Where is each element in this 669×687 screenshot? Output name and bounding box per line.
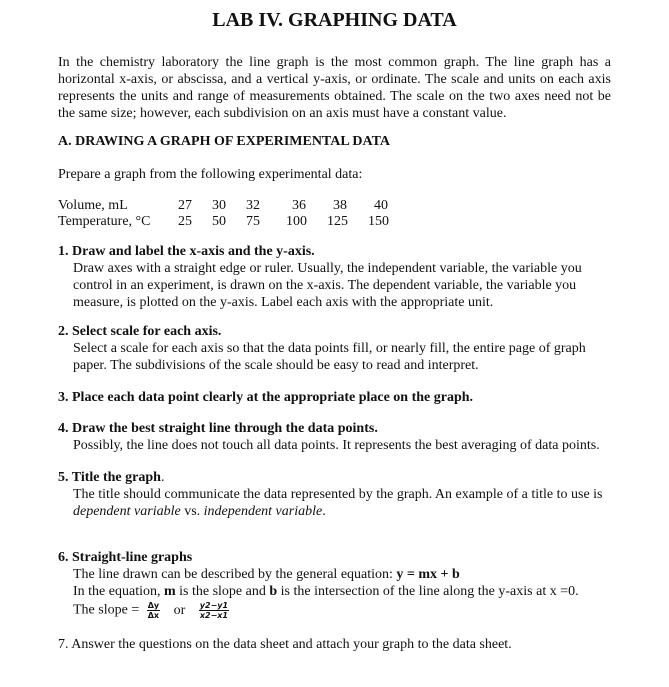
row-label: Temperature, °C	[58, 214, 151, 229]
body-text: The title should communicate the data represented by the graph. An example of a title to use is	[73, 487, 603, 502]
step-6	[58, 549, 611, 620]
step-heading: 5. Title the graph	[58, 470, 161, 485]
page-title: LAB IV. GRAPHING DATA	[212, 9, 457, 31]
table-row	[58, 198, 408, 214]
or-text: or	[173, 602, 186, 618]
step-heading: 4. Draw the best straight line through the data points.	[58, 421, 378, 436]
step-5	[58, 469, 611, 520]
cell: 100	[286, 214, 307, 229]
data-table	[58, 198, 611, 230]
cell: 27	[178, 198, 192, 213]
slope-fraction-delta	[147, 601, 160, 620]
slope-label: The slope =	[73, 602, 143, 618]
period: .	[322, 504, 326, 519]
equation: y = mx + b	[396, 567, 460, 582]
step-body: Select a scale for each axis so that the data points fill, or nearly fill, the entire page of graph paper. The subdivisions of the scale should be easy to read and interpret.	[73, 341, 586, 373]
step-heading: 2. Select scale for each axis.	[58, 324, 222, 339]
b-symbol: b	[269, 584, 278, 599]
text: is the slope and	[175, 584, 270, 599]
text: is the intersection of the line along the y-axis at x =0.	[277, 584, 579, 599]
step-body	[58, 566, 611, 620]
heading-period: .	[160, 470, 165, 485]
section-a-heading: A. DRAWING A GRAPH OF EXPERIMENTAL DATA	[58, 134, 391, 149]
intro-paragraph: In the chemistry laboratory the line graph is the most common graph. The line graph has a horizontal x-axis, or abscissa, and a vertical y-axis, or ordinate. The scale and units on each axis represents the units and range of measurements obtained. The scale on the two axes need not be the same size; however, each subdivision on an axis must have a constant value.	[58, 55, 611, 121]
slope-fraction-points	[199, 601, 229, 620]
row-label: Volume, mL	[58, 198, 128, 213]
cell: 40	[374, 198, 388, 213]
step-7: 7. Answer the questions on the data sheet and attach your graph to the data sheet.	[58, 637, 512, 652]
prepare-text: Prepare a graph from the following experimental data:	[58, 167, 363, 182]
step-1	[58, 243, 611, 311]
cell: 50	[212, 214, 226, 229]
independent-variable-text: independent variable	[203, 504, 323, 519]
table-row	[58, 214, 408, 230]
denominator: x2−x1	[199, 611, 228, 620]
step-heading: 1. Draw and label the x-axis and the y-axis.	[58, 244, 315, 259]
vs-text: vs.	[180, 504, 204, 519]
numerator: y2−y1	[199, 601, 229, 610]
step-heading: 6. Straight-line graphs	[58, 550, 193, 565]
step-body: Draw axes with a straight edge or ruler. Usually, the independent variable, the variable you control in an experiment, is drawn on the x-axis. The dependent variable, the variable you measure, is plotted on the y-axis. Label each axis with the appropriate unit.	[73, 261, 582, 310]
step-4	[58, 420, 611, 454]
cell: 25	[178, 214, 192, 229]
step-body: Possibly, the line does not touch all data points. It represents the best averaging of data points.	[73, 438, 600, 453]
denominator: Δx	[147, 611, 160, 620]
cell: 75	[246, 214, 260, 229]
equation-intro: The line drawn can be described by the general equation:	[73, 567, 397, 582]
cell: 125	[327, 214, 348, 229]
cell: 32	[246, 198, 260, 213]
numerator: Δy	[147, 601, 160, 610]
m-symbol: m	[163, 584, 176, 599]
text: In the equation,	[73, 584, 164, 599]
cell: 150	[368, 214, 389, 229]
dependent-variable-text: dependent variable	[73, 504, 181, 519]
cell: 30	[212, 198, 226, 213]
step-3: 3. Place each data point clearly at the appropriate place on the graph.	[58, 390, 474, 405]
step-body	[58, 486, 611, 520]
cell: 38	[333, 198, 347, 213]
cell: 36	[292, 198, 306, 213]
step-2	[58, 323, 611, 374]
